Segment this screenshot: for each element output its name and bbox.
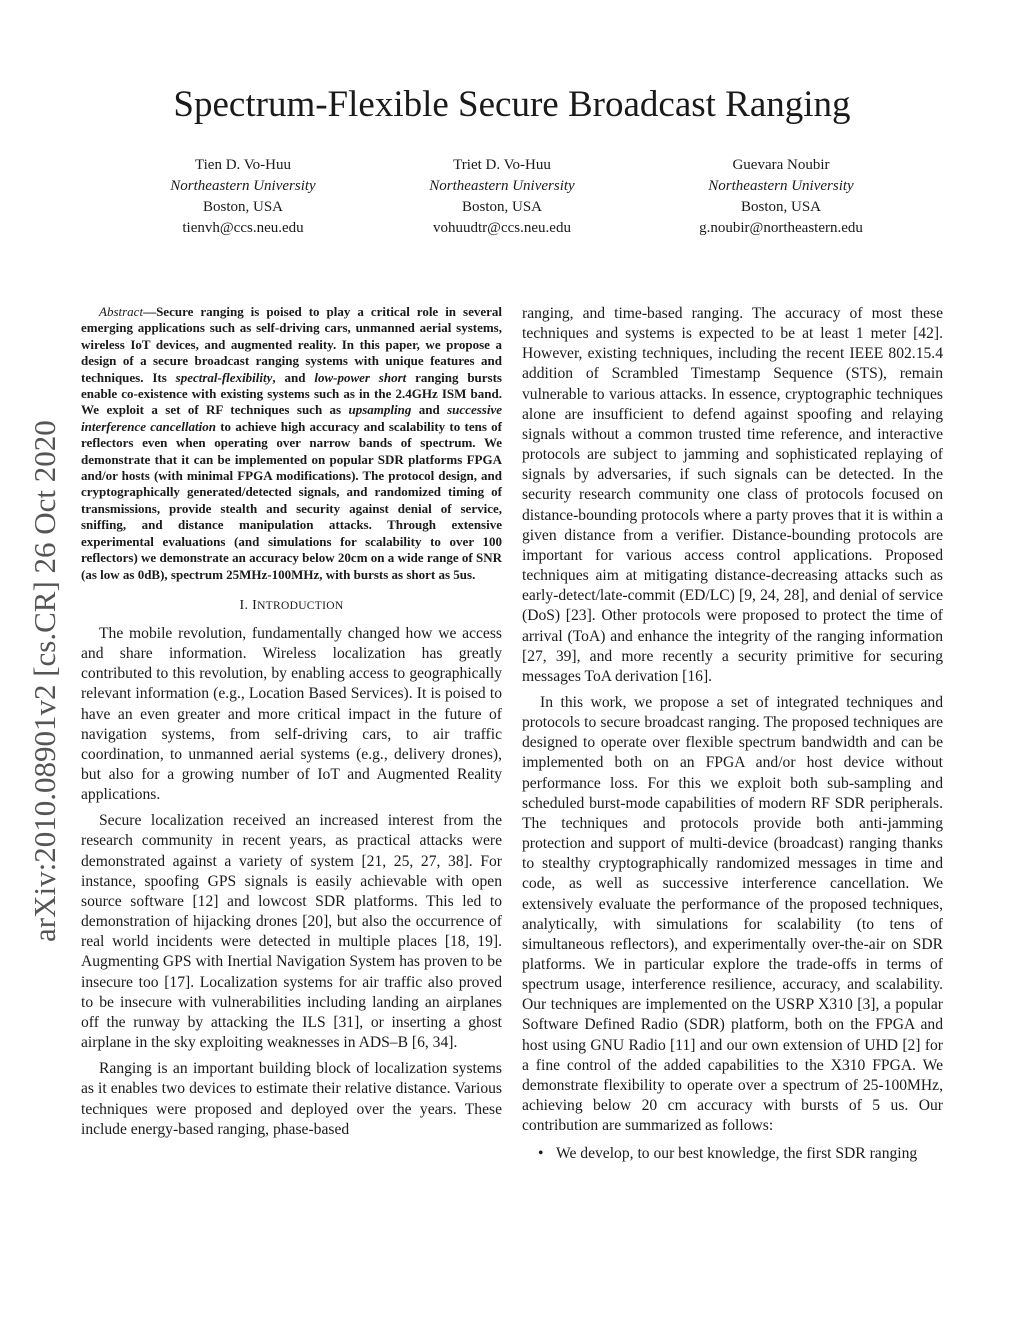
author-name: Guevara Noubir (732, 157, 830, 173)
abstract-text: Secure ranging is poised to play a critical role in several emerging applications such as self-driving cars, unmanned aerial systems, wireless IoT devices, and augmented reality. In this paper, we propose a design of a secure broadcast ranging systems with unique features and techniques. Its (81, 304, 502, 385)
author-location: Boston, USA (740, 199, 822, 215)
paragraph: In this work, we propose a set of integrated techniques and protocols to secure broadcast ranging. The proposed techniques are designed to operate over flexible spectrum bandwidth and can be implemented both on an FPGA and/or host device without performance loss. For this we exploit both sub-sampling and scheduled burst-mode capabilities of modern RF SDR peripherals. The techniques and protocols provide both anti-jamming protection and support of multi-device (broadcast) ranging thanks to stealthy cryptographically randomized messages in time and code, as well as successive interference cancellation. We extensively evaluate the performance of the proposed techniques, analytically, with simulations for scalability (to tens of simultaneous reflectors), and experimentally over-the-air on SDR platforms. We in particular explore the trade-offs in terms of spectrum usage, interference resilience, accuracy, and scalability. Our techniques are implemented on the USRP X310 [3], a popular Software Defined Radio (SDR) platform, both on the FPGA and host using GNU Radio [11] and our own extension of UHD [2] for a fine control of the added capabilities to the X310 FPGA. We demonstrate flexibility to operate over a spectrum of 25-100MHz, achieving below 20 cm accuracy with bursts of 5 us. Our contribution are summarized as follows: (522, 693, 943, 1135)
abstract-emphasis: low-power short (314, 369, 407, 385)
section-number: I. I (239, 597, 258, 613)
author-affiliation: Northeastern University (170, 178, 316, 194)
abstract-lead: Abstract (99, 304, 144, 319)
abstract-text: ranging bursts enable co-existence with existing systems such as in the 2.4GHz ISM band. We exploit a set of RF techniques such as (81, 369, 502, 418)
author-location: Boston, USA (461, 199, 543, 215)
section-title: NTRODUCTION (257, 599, 344, 612)
author-email: vohuudtr@ccs.neu.edu (433, 220, 571, 236)
author-affiliation: Northeastern University (429, 178, 575, 194)
paper-title: Spectrum-Flexible Secure Broadcast Ranging (173, 84, 851, 125)
paragraph: ranging, and time-based ranging. The accuracy of most these techniques and systems is expected to be at least 1 meter [42]. However, existing techniques, including the recent IEEE 802.15.4 addition of Scrambled Timestamp Sequence (STS), remain vulnerable to various attacks. In essence, cryptographic techniques alone are insufficient to defend against spoofing and relaying signals without a common trusted time reference, and interactive protocols are subject to jamming and sophisticated replaying of signals by adversaries, if such signals can be detected. In the security research community one class of protocols focused on distance-bounding protocols where a party proves that it is within a given distance from a verifier. Distance-bounding protocols are important for various access control applications. Proposed techniques aim at mitigating distance-decreasing attacks such as early-detect/late-commit (ED/LC) [9, 24, 28], and denial of service (DoS) [23]. Other protocols were proposed to protect the time of arrival (ToA) and enhance the integrity of the ranging information [27, 39], and more recently a security primitive for securing messages ToA derivation [16]. (522, 305, 943, 685)
author-block (372, 155, 632, 239)
list-item: • We develop, to our best knowledge, the first SDR ranging (556, 1144, 943, 1164)
author-affiliation: Northeastern University (708, 178, 854, 194)
section-heading (81, 596, 502, 616)
abstract-emphasis: upsampling (348, 402, 412, 418)
author-email: g.noubir@northeastern.edu (699, 220, 863, 236)
author-name: Triet D. Vo-Huu (453, 157, 551, 173)
abstract-text: , and (272, 369, 315, 385)
abstract-dash: — (143, 304, 157, 319)
paragraph: Ranging is an important building block of localization systems as it enables two devices to estimate their relative distance. Various techniques were proposed and deployed over the years. These include energy-based ranging, phase-based (81, 1060, 502, 1138)
author-block (113, 155, 373, 239)
abstract-text: and (411, 402, 448, 418)
abstract-emphasis: successive interference cancellation (81, 402, 502, 434)
author-name: Tien D. Vo-Huu (195, 157, 291, 173)
left-column (81, 304, 502, 1140)
author-email: tienvh@ccs.neu.edu (182, 220, 304, 236)
abstract-emphasis: spectral-flexibility (175, 369, 273, 385)
author-block (651, 155, 911, 239)
contribution-list (522, 1144, 943, 1164)
abstract (81, 304, 502, 583)
right-column (522, 304, 943, 1165)
paragraph: The mobile revolution, fundamentally changed how we access and share information. Wireless localization has greatly contributed to this revolution, by enabling access to geographically relevant information (e.g., Location Based Services). It is poised to have an even greater and more critical impact in the future of navigation systems, from self-driving cars, to air traffic coordination, to unmanned aerial systems (e.g., delivery drones), but also for a growing number of IoT and Augmented Reality applications. (81, 624, 502, 804)
arxiv-identifier: arXiv:2010.08901v2 [cs.CR] 26 Oct 2020 (27, 420, 62, 942)
paragraph: Secure localization received an increased interest from the research community in recent years, as practical attacks were demonstrated against a variety of system [21, 25, 27, 38]. For instance, spoofing GPS signals is easily achievable with open source software [12] and lowcost SDR platforms. This led to demonstration of hijacking drones [20], but also the occurrence of real world incidents were detected in multiple places [18, 19]. Augmenting GPS with Inertial Navigation System has proven to be insecure too [17]. Localization systems for air traffic also proved to be insecure with vulnerabilities including landing an airplanes off the runway by attacking the ILS [31], or inserting a ghost airplane in the sky exploiting weaknesses in ADS–B [6, 34]. (81, 812, 502, 1052)
author-location: Boston, USA (202, 199, 284, 215)
abstract-text: to achieve high accuracy and scalability to tens of reflectors even when operating over narrow bands of spectrum. We demonstrate that it can be implemented on popular SDR platforms FPGA and/or hosts (with minimal FPGA modifications). The protocol design, and cryptographically generated/detected signals, and randomized timing of transmissions, provide stealth and security against denial of service, sniffing, and distance manipulation attacks. Through extensive experimental evaluations (and simulations for scalability to over 100 reflectors) we demonstrate an accuracy below 20cm on a wide range of SNR (as low as 0dB), spectrum 25MHz-100MHz, with bursts as short as 5us. (81, 418, 502, 582)
